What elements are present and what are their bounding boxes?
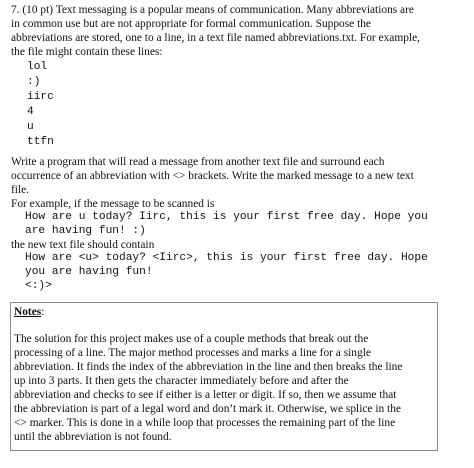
output-message-line-2: you are having fun! bbox=[25, 266, 153, 278]
file-line-lol: lol bbox=[27, 61, 48, 73]
notes-heading bbox=[14, 306, 44, 320]
task-line-1: Write a program that will read a message from another text file and surround each bbox=[11, 156, 385, 168]
file-line-4: 4 bbox=[27, 106, 34, 118]
notes-line-3: abbreviation. It finds the index of the abbreviation in the line and then breaks the line bbox=[14, 361, 403, 373]
output-message-line-1: How are <u> today? <Iirc>, this is your first free day. Hope bbox=[25, 252, 428, 264]
intro-line-1: 7. (10 pt) Text messaging is a popular means of communication. Many abbreviations are bbox=[11, 4, 414, 16]
notes-line-7: <> marker. This is done in a while loop that processes the remaining part of the line bbox=[14, 417, 396, 429]
intro-line-2: in common use but are not appropriate for formal communication. Suppose the bbox=[11, 18, 371, 30]
file-line-u: u bbox=[27, 121, 34, 133]
intro-line-3: abbreviations are stored, one to a line, in a text file named abbreviations.txt. For example, bbox=[11, 32, 420, 44]
notes-line-5: abbreviation and checks to see if either is a letter or digit. If so, then we assume that bbox=[14, 389, 397, 401]
notes-line-4: up into 3 parts. It then gets the character immediately before and after the bbox=[14, 375, 349, 387]
input-message-line-1: How are u today? Iirc, this is your first free day. Hope you bbox=[25, 211, 428, 223]
file-line-ttfn: ttfn bbox=[27, 136, 54, 148]
intro-line-4: the file might contain these lines: bbox=[11, 46, 163, 58]
notes-title: Notes bbox=[14, 306, 42, 318]
input-message-line-2: are having fun! :) bbox=[25, 225, 146, 237]
notes-line-6: the abbreviation is part of a legal word and don’t mark it. Otherwise, we splice in the bbox=[14, 403, 401, 415]
notes-title-colon: : bbox=[41, 306, 45, 318]
output-message-line-3: <:)> bbox=[25, 280, 52, 292]
task-line-4: For example, if the message to be scanned is bbox=[11, 198, 215, 210]
file-line-iirc: iirc bbox=[27, 91, 54, 103]
notes-line-1: The solution for this project makes use of a couple methods that break out the bbox=[14, 333, 369, 345]
task-line-2: occurrence of an abbreviation with <> brackets. Write the marked message to a new text bbox=[11, 170, 414, 182]
notes-line-8: until the abbreviation is not found. bbox=[14, 431, 172, 443]
notes-line-2: processing of a line. The major method processes and marks a line for a single bbox=[14, 347, 371, 359]
task-line-3: file. bbox=[11, 184, 30, 196]
output-label: the new text file should contain bbox=[11, 239, 155, 251]
file-line-smiley: :) bbox=[27, 76, 41, 88]
